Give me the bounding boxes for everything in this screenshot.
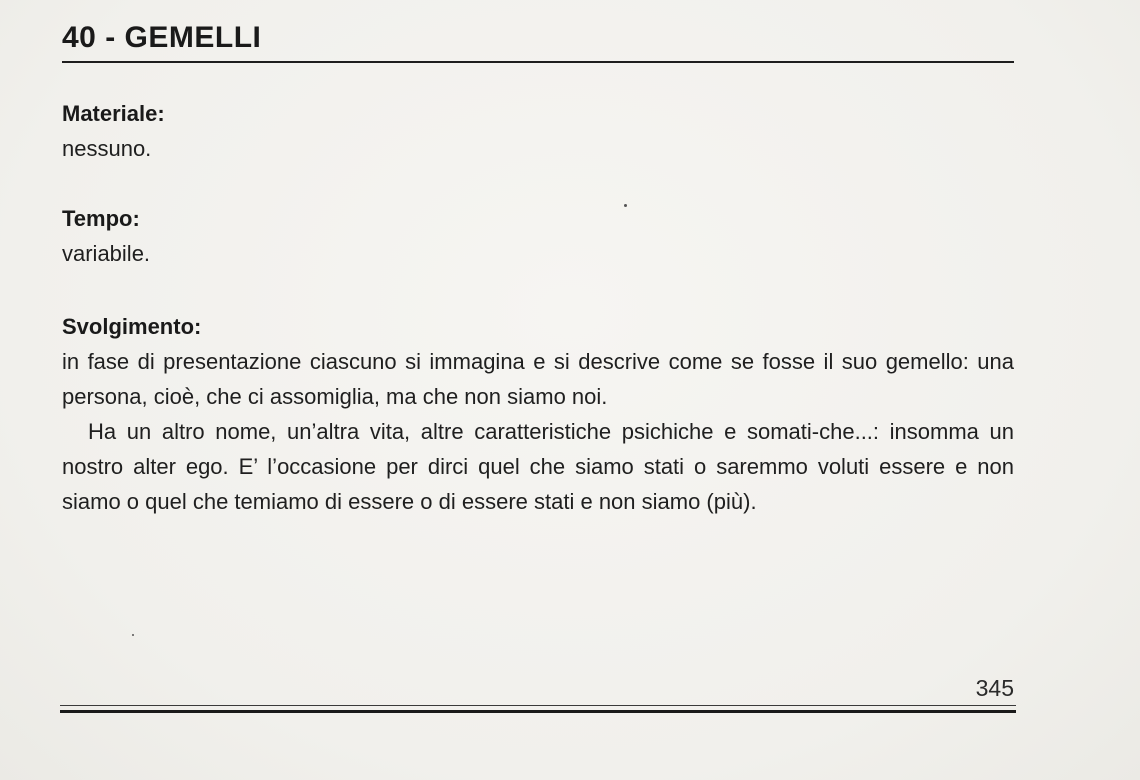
section-svolgimento [62,310,1022,519]
section-text-materiale: nessuno. [62,136,152,161]
scan-speck [624,204,627,207]
page-title: 40 - GEMELLI [62,21,262,54]
footer-divider-thin [60,705,1016,706]
title-divider [62,61,1014,63]
page-number: 345 [975,675,1014,701]
scan-speck [132,634,134,636]
section-tempo [62,202,1022,271]
paragraph-intro: in fase di presentazione ciascuno si immagina e si descrive come se fosse il suo gemello: una persona, cioè, che ci assomiglia, ma che non siamo noi. [62,349,1014,409]
section-text-tempo: variabile. [62,241,151,266]
section-label-materiale: Materiale: [62,101,165,126]
section-label-tempo: Tempo: [62,206,140,231]
section-label-svolgimento: Svolgimento: [62,314,202,339]
paragraph-body: Ha un altro nome, un’altra vita, altre caratteristiche psichiche e somati-che...: insomma un nostro alter ego. E’ l’occasione per dirci quel che siamo stati o saremmo voluti essere e non siamo o quel che temiamo di essere o di essere stati e non siamo (più). [62,419,1014,514]
section-materiale [62,97,1022,166]
footer-divider-thick [60,710,1016,713]
